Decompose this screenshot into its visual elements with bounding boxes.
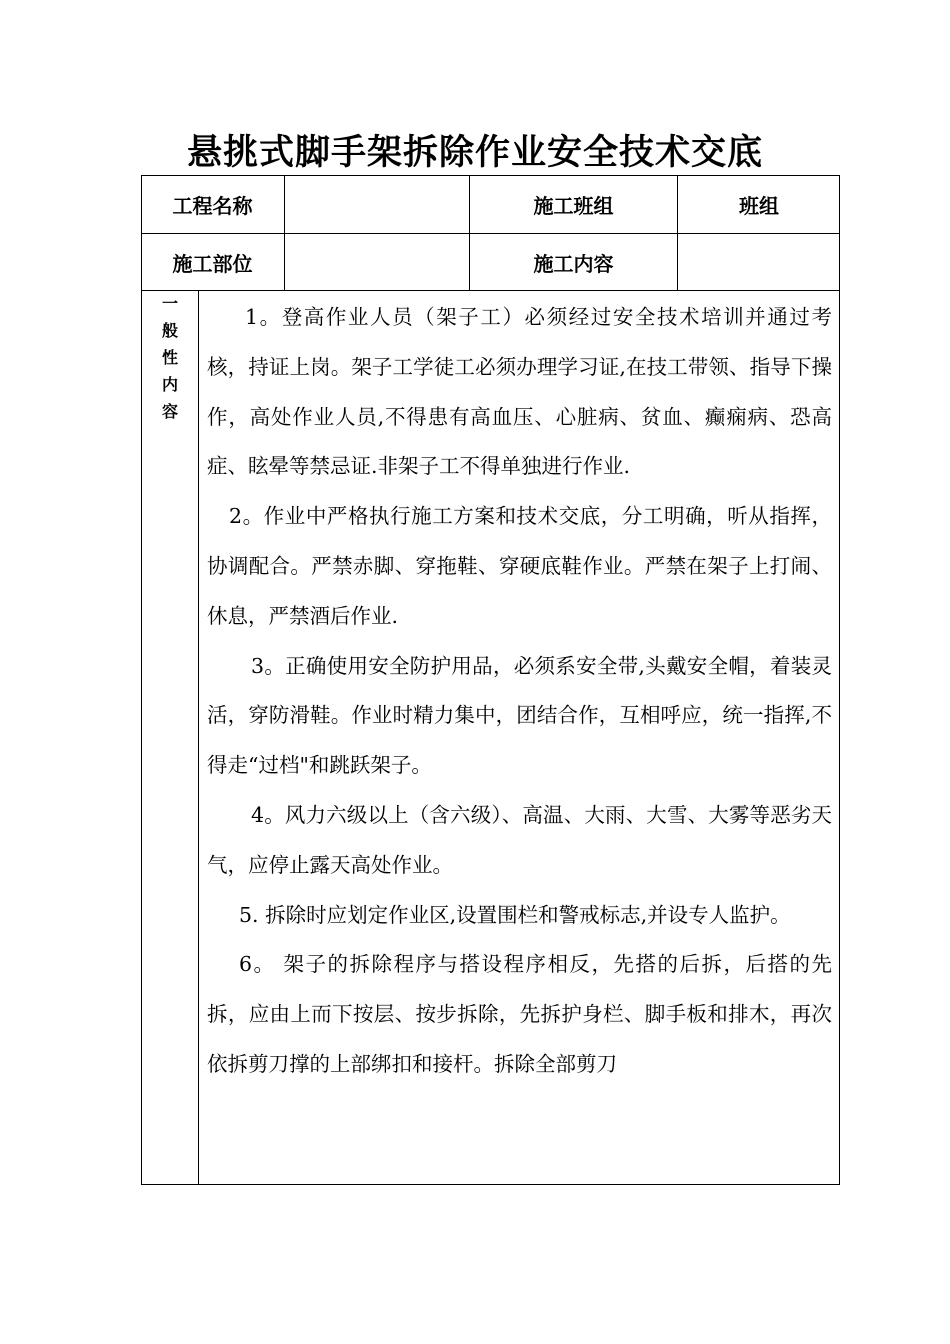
- content-paragraph: 4。风力六级以上（含六级）、高温、大雨、大雪、大雾等恶劣天气，应停止露天高处作业。: [207, 802, 832, 877]
- location-value[interactable]: [285, 234, 469, 290]
- content-paragraph: 3。正确使用安全防护用品，必须系安全带,头戴安全帽，着装灵活，穿防滑鞋。作业时精力集中，团结合作，互相呼应，统一指挥,不得走“过档"和跳跃架子。: [207, 653, 832, 778]
- project-name-value[interactable]: [285, 175, 469, 233]
- side-label-char: 内: [161, 375, 178, 394]
- team-value[interactable]: 班组: [739, 193, 779, 218]
- section-side-label: [141, 290, 199, 425]
- side-label-char: 般: [161, 321, 178, 340]
- content-value[interactable]: [678, 234, 840, 290]
- location-label: 施工部位: [172, 251, 253, 276]
- document-title: 悬挑式脚手架拆除作业安全技术交底: [186, 133, 763, 173]
- side-label-char: 性: [161, 348, 178, 367]
- side-label-char: 一: [161, 294, 178, 313]
- project-name-label: 工程名称: [172, 193, 253, 218]
- content-paragraph: 1。登高作业人员（架子工）必须经过安全技术培训并通过考核，持证上岗。架子工学徒工必须办理学习证,在技工带领、指导下操作，高处作业人员,不得患有高血压、心脏病、贫血、癫痫病、恐高症、眩晕等禁忌证.非架子工不得单独进行作业.: [207, 305, 832, 479]
- row-divider-2: [141, 290, 840, 291]
- content-paragraph: 6。 架子的拆除程序与搭设程序相反，先搭的后拆，后搭的先拆，应由上而下按层、按步拆除，先拆护身栏、脚手板和排木，再次依拆剪刀撑的上部绑扣和接杆。拆除全部剪刀: [207, 952, 832, 1076]
- content-paragraph: 5. 拆除时应划定作业区,设置围栏和警戒标志,并设专人监护。: [239, 902, 791, 927]
- team-label: 施工班组: [533, 193, 614, 218]
- content-label: 施工内容: [533, 251, 614, 276]
- side-label-char: 容: [161, 402, 178, 421]
- general-content: [207, 293, 832, 1183]
- content-paragraph: 2。作业中严格执行施工方案和技术交底，分工明确，听从指挥，协调配合。严禁赤脚、穿拖鞋、穿硬底鞋作业。严禁在架子上打闹、休息，严禁酒后作业.: [207, 504, 832, 628]
